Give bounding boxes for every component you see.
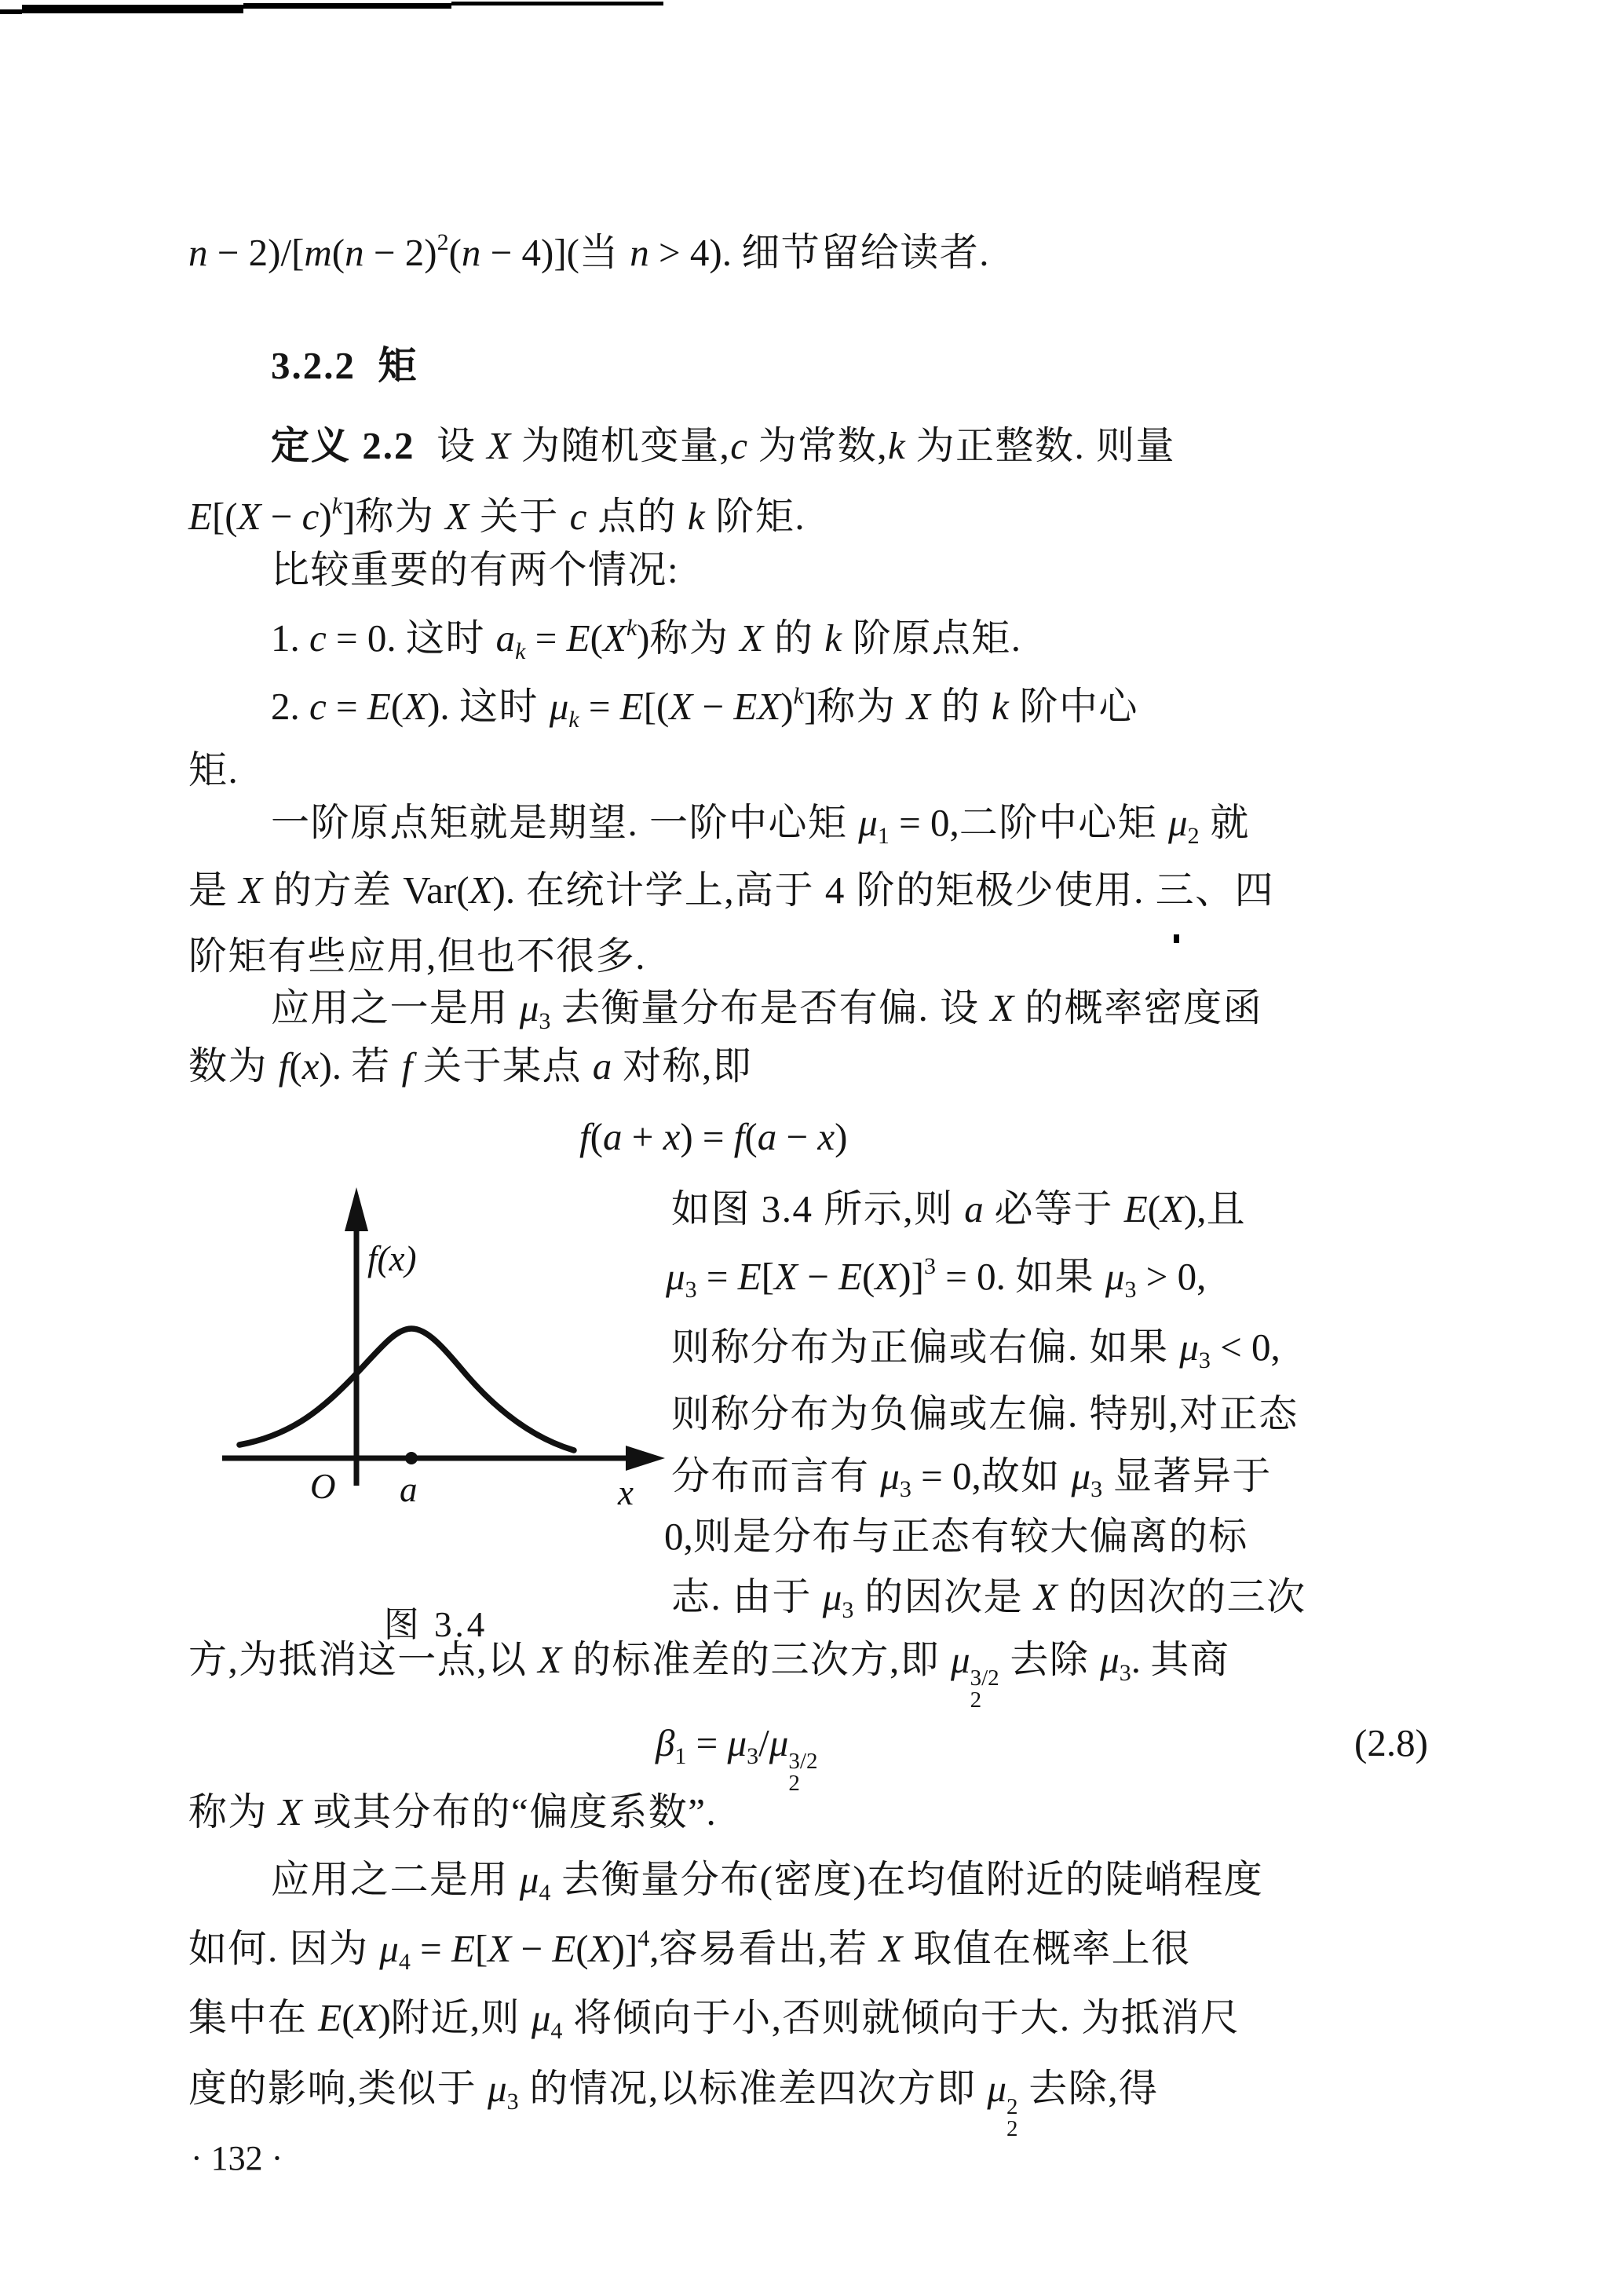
para-kurt-4: 度的影响,类似于 $\mu_3$ 的情况,以标准差四次方即 μ 2 2 去除,得 <box>188 2067 1159 2141</box>
rightcol-7: 志. 由于 $\mu_3$ 的因次是 X 的因次的三次 <box>671 1575 1306 1623</box>
rightcol-5: 分布而言有 $\mu_3 = 0$,故如 $\mu_3$ 显著异于 <box>671 1454 1272 1502</box>
rightcol-1: 如图 3.4 所示,则 a 必等于 E(X),且 <box>671 1187 1247 1230</box>
stacked-sub-sup: 3/2 2 <box>970 1665 999 1713</box>
figure-ylabel: f(x) <box>367 1239 417 1278</box>
x-axis-arrow-icon <box>626 1446 665 1471</box>
scan-artifact <box>451 2 663 5</box>
stacked-sub-sup: 3/2 2 <box>788 1749 818 1796</box>
definition-line-1: 定义 2.2 设 X 为随机变量,c 为常数,k 为正整数. 则量 <box>271 424 1176 467</box>
figure-3-4-plot <box>200 1178 671 1523</box>
section-heading: 3.2.2 矩 <box>271 344 418 387</box>
case-2-cont: 矩. <box>188 748 239 792</box>
para-moments-2: 是 X 的方差 Var(X). 在统计学上,高于 4 阶的矩极少使用. 三、四 <box>188 868 1275 912</box>
scan-artifact <box>22 5 243 13</box>
para-skew-1: 应用之一是用 $\mu_3$ 去衡量分布是否有偏. 设 X 的概率密度函 <box>271 986 1263 1034</box>
para-kurt-2: 如何. 因为 $\mu_4 = E[X - E(X)]^4$,容易看出,若 X 取值在概率上很 <box>188 1925 1191 1975</box>
y-axis-arrow-icon <box>345 1187 368 1231</box>
case-2: 2. c = E(X). 这时 $\mu_k = E[(X - EX)^k]$称为 X 的 k 阶中心 <box>271 683 1139 733</box>
figure-3-4 <box>200 1178 671 1523</box>
figure-a-label: a <box>400 1470 418 1509</box>
stacked-sub-sup: 2 2 <box>1006 2094 1018 2141</box>
figure-xlabel: x <box>618 1473 634 1512</box>
scan-artifact <box>0 9 22 14</box>
page-number: · 132 · <box>191 2139 283 2177</box>
point-a-marker <box>405 1452 418 1464</box>
rightcol-6: 0,则是分布与正态有较大偏离的标 <box>664 1515 1248 1558</box>
figure-caption: 图 3.4 <box>383 1605 488 1644</box>
para-moments-3: 阶矩有些应用,但也不很多. <box>188 934 647 978</box>
cases-intro: 比较重要的有两个情况: <box>271 548 680 591</box>
display-symmetry-eq: f(a + x) = f(a − x) <box>579 1115 848 1158</box>
density-curve <box>239 1329 574 1450</box>
rightcol-2: $\mu_3 = E[X - E(X)]^3 = 0$. 如果 $\mu_3 > 0$, <box>666 1253 1207 1303</box>
scan-artifact <box>243 3 451 9</box>
line-continuation: $n - 2)/[m(n - 2)^2(n - 4)]$(当 n > 4). 细节留给读者. <box>188 229 990 274</box>
display-beta-eq: $\beta_1 = \mu_3/\mu$ 3/2 2 <box>656 1721 818 1796</box>
para-skew-2: 数为 f(x). 若 f 关于某点 a 对称,即 <box>188 1044 753 1088</box>
para-kurt-3: 集中在 E(X)附近,则 $\mu_4$ 将倾向于小,否则就倾向于大. 为抵消尺 <box>188 1996 1240 2044</box>
para-skew-4: 称为 X 或其分布的“偏度系数”. <box>188 1790 718 1834</box>
rightcol-3: 则称分布为正偏或右偏. 如果 $\mu_3 < 0$, <box>671 1325 1280 1373</box>
case-1: 1. c = 0. 这时 $a_k = E(X^k)$称为 X 的 k 阶原点矩. <box>271 615 1022 664</box>
definition-line-2: $E[(X - c)^k]$称为 X 关于 c 点的 k 阶矩. <box>188 493 806 538</box>
rightcol-4: 则称分布为负偏或左偏. 特别,对正态 <box>671 1392 1299 1435</box>
para-kurt-1: 应用之二是用 $\mu_4$ 去衡量分布(密度)在均值附近的陡峭程度 <box>271 1858 1264 1906</box>
equation-number: (2.8) <box>1354 1721 1428 1764</box>
figure-origin-label: O <box>310 1467 336 1506</box>
scan-artifact <box>1174 934 1179 943</box>
para-skew-3: 方,为抵消这一点,以 X 的标准差的三次方,即 μ 3/2 2 去除 $\mu_3$. 其商 <box>188 1638 1230 1713</box>
para-moments-1: 一阶原点矩就是期望. 一阶中心矩 $\mu_1 = 0$,二阶中心矩 $\mu_2$ 就 <box>271 801 1250 849</box>
